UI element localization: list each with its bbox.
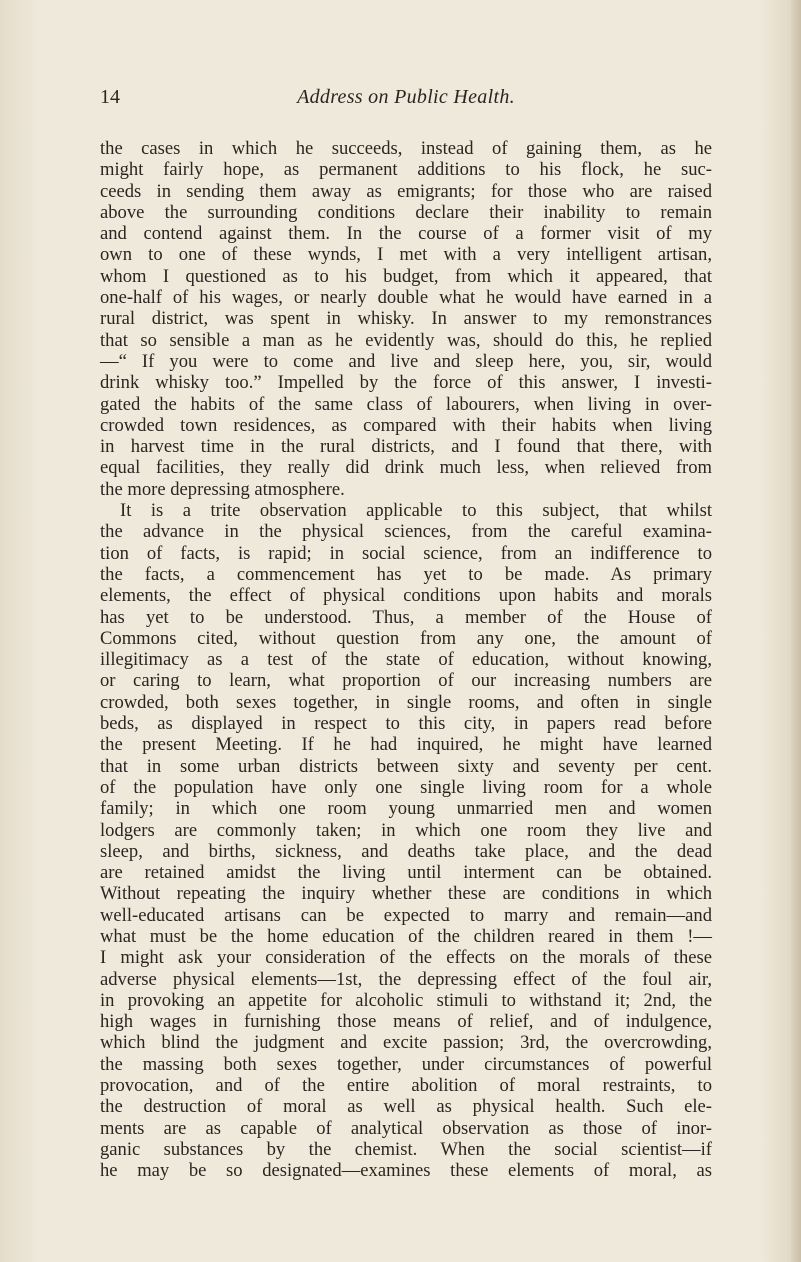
text-line: crowded town residences, as compared with their habits when living [100, 414, 712, 436]
text-line: Commons cited, without question from any one, the amount of [100, 627, 712, 649]
text-line: adverse physical elements—1st, the depressing effect of the foul air, [100, 968, 712, 990]
text-line: lodgers are commonly taken; in which one room they live and [100, 819, 712, 841]
text-line: family; in which one room young unmarried men and women [100, 798, 712, 820]
text-line: or caring to learn, what proportion of our increasing numbers are [100, 670, 712, 692]
text-line: the more depressing atmosphere. [100, 478, 345, 500]
text-line: drink whisky too.” Impelled by the force of this answer, I investi- [100, 372, 712, 394]
text-line: well-educated artisans can be expected to marry and remain—and [100, 904, 712, 926]
text-line: beds, as displayed in respect to this city, in papers read before [100, 713, 712, 735]
text-line: what must be the home education of the children reared in them !— [100, 925, 712, 947]
text-line: rural district, was spent in whisky. In answer to my remonstrances [100, 308, 712, 330]
text-line: are retained amidst the living until interment can be obtained. [100, 862, 712, 884]
text-line: whom I questioned as to his budget, from which it appeared, that [100, 265, 712, 287]
text-line: of the population have only one single living room for a whole [100, 776, 712, 798]
text-line: the present Meeting. If he had inquired, he might have learned [100, 734, 712, 756]
text-line: ganic substances by the chemist. When the social scientist—if [100, 1138, 712, 1160]
text-line: the advance in the physical sciences, from the careful examina- [100, 521, 712, 543]
body-text [100, 138, 712, 1182]
text-line: sleep, and births, sickness, and deaths take place, and the dead [100, 840, 712, 862]
text-line: that so sensible a man as he evidently was, should do this, he replied [100, 329, 712, 351]
text-line: has yet to be understood. Thus, a member of the House of [100, 606, 712, 628]
page-number: 14 [100, 86, 120, 108]
page-edge-shadow [791, 0, 801, 1262]
text-line: illegitimacy as a test of the state of education, without knowing, [100, 649, 712, 671]
text-line: equal facilities, they really did drink much less, when relieved from [100, 457, 712, 479]
text-line: he may be so designated—examines these elements of moral, as [100, 1160, 712, 1182]
text-line: that in some urban districts between sixty and seventy per cent. [100, 755, 712, 777]
running-title: Address on Public Health. [297, 86, 515, 108]
text-line: which blind the judgment and excite passion; 3rd, the overcrowding, [100, 1032, 712, 1054]
text-line: gated the habits of the same class of labourers, when living in over- [100, 393, 712, 415]
text-line: high wages in furnishing those means of relief, and of indulgence, [100, 1011, 712, 1033]
text-line: It is a trite observation applicable to this subject, that whilst [120, 500, 712, 522]
text-line: the massing both sexes together, under circumstances of powerful [100, 1053, 712, 1075]
text-line: might fairly hope, as permanent additions to his flock, he suc- [100, 159, 712, 181]
text-line: provocation, and of the entire abolition of moral restraints, to [100, 1075, 712, 1097]
text-line: —“ If you were to come and live and sleep here, you, sir, would [100, 350, 712, 372]
text-line: I might ask your consideration of the effects on the morals of these [100, 947, 712, 969]
text-line: above the surrounding conditions declare their inability to remain [100, 201, 712, 223]
text-line: in provoking an appetite for alcoholic stimuli to withstand it; 2nd, the [100, 989, 712, 1011]
text-line: Without repeating the inquiry whether these are conditions in which [100, 883, 712, 905]
page-header [100, 86, 712, 114]
text-line: own to one of these wynds, I met with a very intelligent artisan, [100, 244, 712, 266]
text-line: and contend against them. In the course of a former visit of my [100, 223, 712, 245]
text-line: in harvest time in the rural districts, and I found that there, with [100, 436, 712, 458]
text-line: the cases in which he succeeds, instead of gaining them, as he [100, 138, 712, 159]
text-line: the destruction of moral as well as physical health. Such ele- [100, 1096, 712, 1118]
text-line: one-half of his wages, or nearly double what he would have earned in a [100, 287, 712, 309]
text-line: the facts, a commencement has yet to be made. As primary [100, 563, 712, 585]
text-line: ceeds in sending them away as emigrants; for those who are raised [100, 180, 712, 202]
text-line: crowded, both sexes together, in single rooms, and often in single [100, 691, 712, 713]
text-line: elements, the effect of physical conditions upon habits and morals [100, 585, 712, 607]
text-line: tion of facts, is rapid; in social science, from an indifference to [100, 542, 712, 564]
text-line: ments are as capable of analytical observation as those of inor- [100, 1117, 712, 1139]
